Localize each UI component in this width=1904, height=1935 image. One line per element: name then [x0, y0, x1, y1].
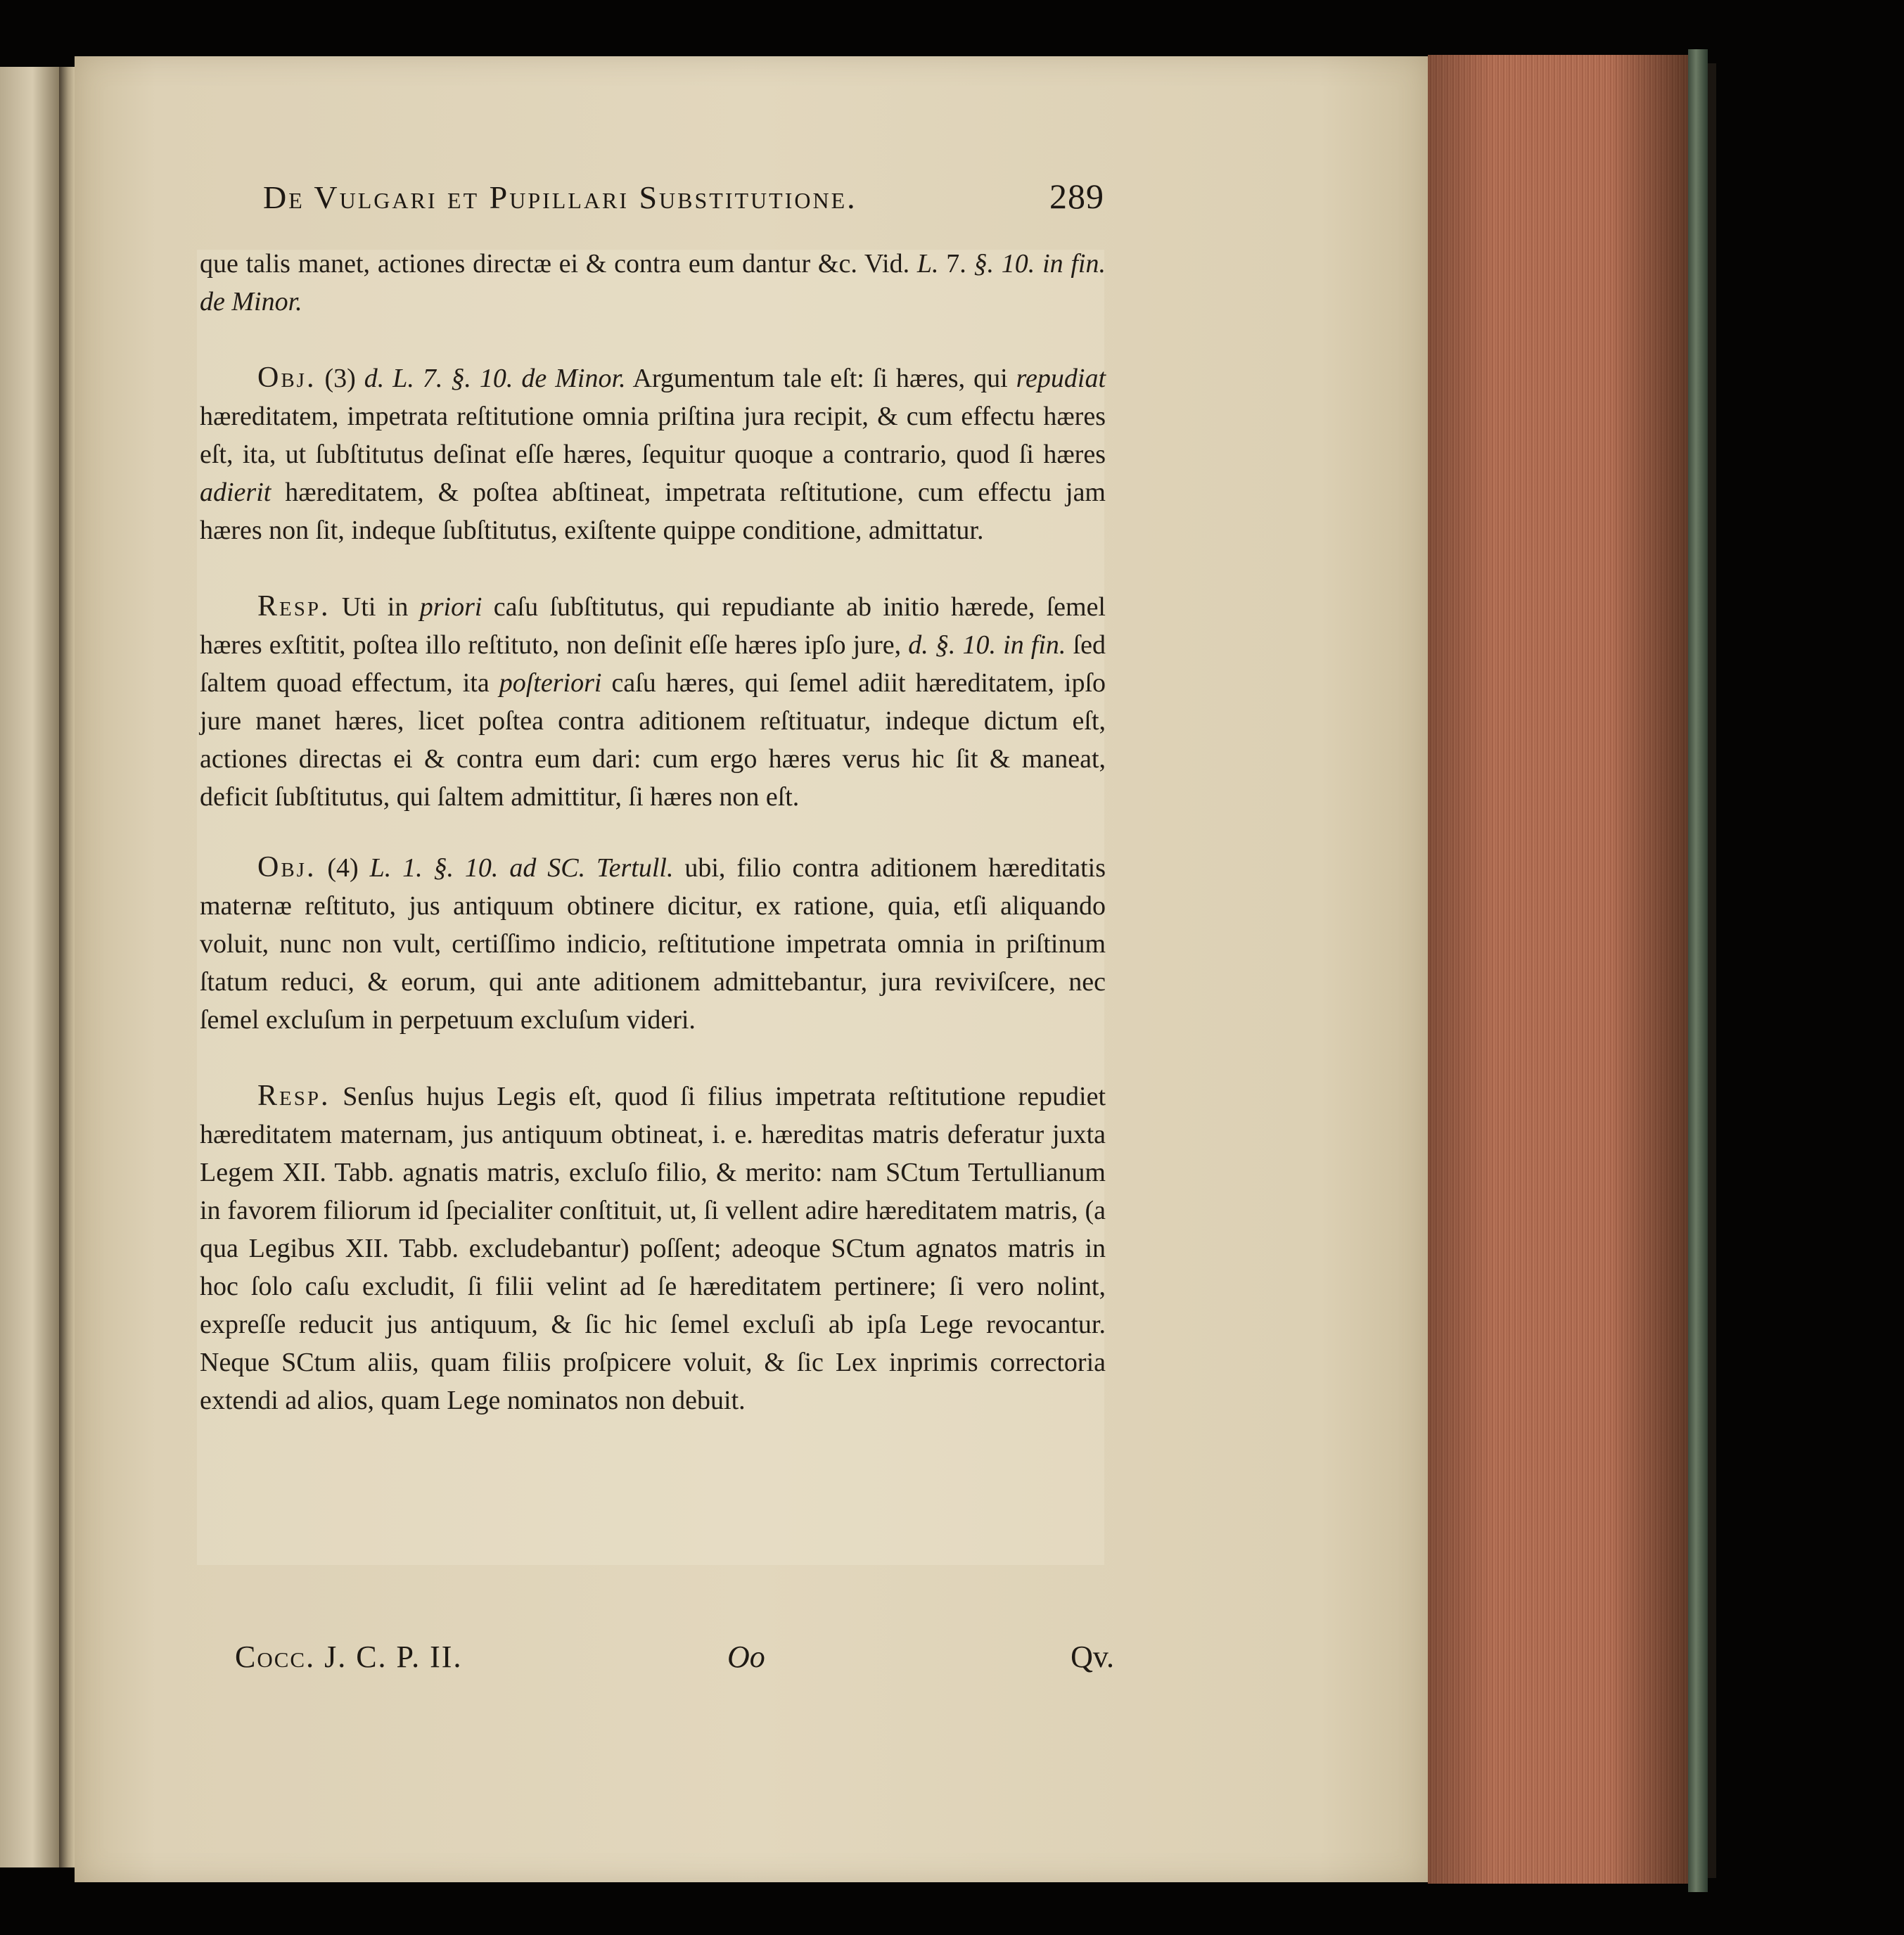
paragraph-objection-4 — [200, 848, 1106, 1039]
text-segment: 7. — [938, 249, 974, 279]
paragraph-response-4 — [200, 1077, 1106, 1419]
page-footer — [235, 1639, 1114, 1684]
text-segment: (3) — [316, 364, 364, 393]
text-segment: Resp. — [257, 590, 331, 622]
book-cover-outer-edge — [1708, 63, 1716, 1878]
text-segment: Obj. — [257, 362, 317, 394]
catchword: Qv. — [1071, 1640, 1114, 1674]
text-segment: L. 1. §. 10. ad SC. Tertull. — [369, 853, 674, 883]
text-segment: repudiat — [1016, 364, 1106, 393]
text-segment: (4) — [316, 853, 370, 883]
running-title: De Vulgari et Pupillari Substitutione. — [263, 179, 857, 215]
running-head — [263, 176, 1104, 217]
text-segment: d. §. 10. in fin. — [908, 630, 1066, 660]
paragraph-response-3 — [200, 587, 1106, 816]
paragraph-objection-3 — [200, 359, 1106, 549]
text-segment: ſed ſaltem quoad effectum, ita — [200, 630, 1106, 698]
text-segment: adierit — [200, 478, 271, 507]
text-segment: caſu hæres, qui ſemel adiit hæreditatem, ipſo jure manet hæres, licet poſtea contra aditionem reſtituatur, indeque dictum eſt, actiones directas ei & contra eum dari: cum ergo hæres verus hic ſit & maneat, deficit ſubſtitutus, qui ſaltem admittitur, ſi hæres non eſt. — [200, 668, 1106, 812]
text-segment: §. 10. in fin. de Minor. — [200, 249, 1106, 317]
text-segment: Argumentum tale eſt: ſi hæres, qui — [625, 364, 1016, 393]
text-segment: d. L. 7. §. 10. de Minor. — [364, 364, 626, 393]
text-segment: Uti in — [330, 592, 420, 622]
paragraph-continuation — [200, 245, 1106, 321]
text-segment: L. — [916, 249, 939, 279]
text-segment: Senſus hujus Legis eſt, quod ſi filius impetrata reſtitutione repudiet hæreditatem maternam, jus antiquum obtineat, i. e. hæreditas matris deferatur juxta Legem XII. Tabb. agnatis matris, excluſo filio, & merito: nam SCtum Tertullianum in favorem filiorum id ſpecialiter conſtituit, ut, ſi vellent adire hæreditatem matris, (a qua Legibus XII. Tabb. excludebantur) poſſent; adeoque SCtum agnatos matris in hoc ſolo caſu excludit, ſi filii velint ad ſe hæreditatem pertinere; ſi vero nolint, expreſſe reducit jus antiquum, & ſic hic ſemel excluſi ab ipſa Lege revocantur. Neque SCtum aliis, quam filiis proſpicere voluit, & ſic Lex inprimis correctoria extendi ad alios, quam Lege nominatos non debuit. — [200, 1082, 1106, 1415]
text-segment: Obj. — [257, 851, 317, 883]
text-segment: Resp. — [257, 1080, 331, 1112]
book-cover-board — [1688, 49, 1708, 1892]
text-segment: que talis manet, actiones directæ ei & contra eum dantur &c. Vid. — [200, 249, 917, 279]
body-text — [200, 245, 1106, 1457]
text-segment: poſteriori — [499, 668, 602, 698]
signature-letter: Oo — [727, 1640, 765, 1674]
page-number: 289 — [1049, 177, 1104, 216]
text-segment: priori — [419, 592, 483, 622]
left-page-edge — [0, 67, 59, 1867]
text-segment: hæreditatem, & poſtea abſtineat, impetrata reſtitutione, cum effectu jam hæres non ſit, indeque ſubſtitutus, exiſtente quippe conditione, admittatur. — [200, 478, 1106, 545]
text-segment: caſu ſubſtitutus, qui repudiante ab initio hærede, ſemel hæres exſtitit, poſtea illo reſtituto, non deſinit eſſe hæres ipſo jure, — [200, 592, 1106, 660]
fore-edge-shadow — [1428, 55, 1688, 1884]
book-gutter — [59, 67, 75, 1867]
text-segment: ubi, filio contra aditionem hæreditatis maternæ reſtituto, jus antiquum obtinere dicitur, ex ratione, quia, etſi aliquando voluit, nunc non vult, certiſſimo indicio, reſtitutione impetrata omnia in priſtinum ſtatum reduci, & eorum, qui ante aditionem admittebantur, jura reviviſcere, nec ſemel excluſum in perpetuum excluſum videri. — [200, 853, 1106, 1035]
text-segment: hæreditatem, impetrata reſtitutione omnia priſtina jura recipit, & cum effectu hæres eſt, ita, ut ſubſtitutus deſinat eſſe hæres, ſequitur quoque a contrario, quod ſi hæres — [200, 402, 1106, 469]
signature-mark: Cocc. J. C. P. II. — [235, 1640, 463, 1674]
